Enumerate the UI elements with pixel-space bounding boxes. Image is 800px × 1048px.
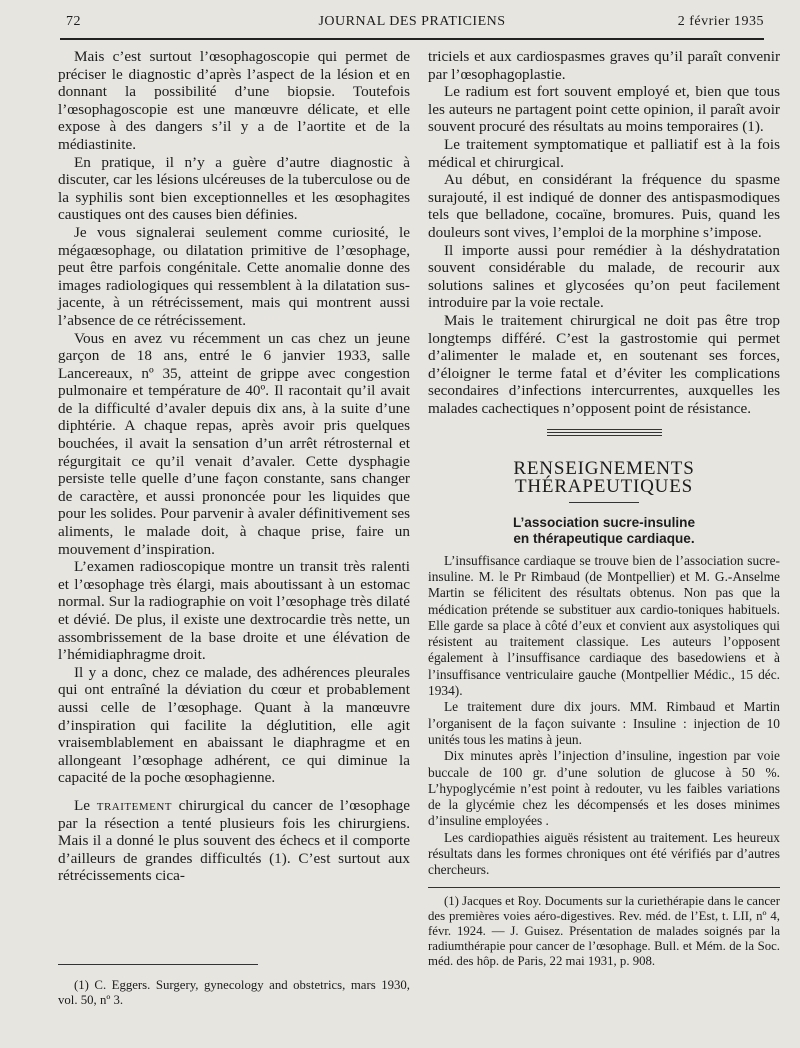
- page-number: 72: [66, 14, 81, 29]
- treatment-text: chirurgical du cancer de l’œsophage par la résection a tenté plusieurs fois les chirurgiens. Mais il a donné le plus souvent des échecs et il comporte d’ailleurs de grandes difficultés (1). C’est surtout aux rétrécissements cica-: [58, 796, 411, 885]
- paragraph: triciels et aux cardiospasmes graves qu’il paraît convenir par l’œsophagoplastie.: [428, 48, 780, 83]
- paragraph: Il importe aussi pour remédier à la déshydratation souvent considérable du malade, de recourir aux solutions salines et glycosées qu’on peut facilement introduire par la voie rectale.: [428, 241, 780, 312]
- paragraph-gap: [58, 787, 410, 797]
- paragraph: L’examen radioscopique montre un transit très ralenti et l’œsophage très élargi, mais aboutissant à un estomac normal. Sur la radiographie on voit l’œsophage très dilaté et dévié. De plus, il existe une dextrocardie très nette, un assombrissement de la base droite et une élévation de l’hémidiaphragme droit.: [58, 558, 410, 664]
- paragraph: Au début, en considérant la fréquence du spasme surajouté, il est indiqué de donner des antispasmodiques tels que belladone, cocaïne, bromures. Puis, quand les douleurs sont vives, l’emploi de la morphine s’impose.: [428, 171, 780, 241]
- footnote: (1) Jacques et Roy. Documents sur la curiethérapie dans le cancer des premières voies aéro-digestives. Rev. méd. de l’Est, t. LII, nº 4, févr. 1924. — J. Guisez. Présentation de malades soignés par la radiumthérapie pour cancer de l’œsophage. Bull. et Mém. de la Soc. méd. des hôp. de Paris, 22 mai 1931, p. 908.: [428, 893, 780, 968]
- footnote: (1) C. Eggers. Surgery, gynecology and obstetrics, mars 1930, vol. 50, nº 3.: [58, 977, 410, 1007]
- section-title: RENSEIGNEMENTS THÉRAPEUTIQUES: [513, 458, 695, 498]
- article-title-line2: en thérapeutique cardiaque.: [513, 530, 695, 546]
- journal-title: JOURNAL DES PRATICIENS: [318, 14, 506, 29]
- paragraph: Il y a donc, chez ce malade, des adhérences pleurales qui ont entraîné la déviation du cœur et probablement aussi celle de l’œsophage. Quant à la manœuvre d’inspiration qui facilite la déglutition, elle agit vraisemblablement en abaissant le diaphragme et en allongeant l’œsophage adhérent, ce qui diminue la capacité de la poche œsophagienne.: [58, 663, 410, 787]
- article-paragraph: Le traitement dure dix jours. MM. Rimbaud et Martin l’organisent de la façon suivante : Insuline : injection de 10 unités tous les matins à jeun.: [428, 699, 780, 747]
- header-rule: [60, 38, 764, 40]
- paragraph: Vous en avez vu récemment un cas chez un jeune garçon de 18 ans, entré le 6 janvier 1933, salle Lancereaux, nº 35, atteint de grippe avec congestion pulmonaire et température de 40º. Il racontait qu’il avait de la difficulté d’avaler depuis dix ans, à la suite d’une diphtérie. A chaque repas, après avoir pris quelques bouchées, il avait la sensation d’un arrêt rétrosternal et régurgitait ce qu’il venait d’avaler. Cette dysphagie persiste telle quelle d’une façon constante, sans changer de caractère, et aussi prononcée pour les liquides que pour les solides. Pour parvenir à avaler définitivement ses aliments, le malade doit, à chaque prise, faire un mouvement d’inspiration.: [58, 329, 410, 558]
- article-title-line1: L’association sucre-insuline: [512, 514, 696, 530]
- paragraph: Le radium est fort souvent employé et, bien que tous les auteurs ne partagent point cette opinion, il paraît avoir souvent procuré des résultats au moins temporaires (1).: [428, 83, 780, 136]
- left-footnote-block: [58, 956, 410, 1021]
- treatment-le: Le: [74, 796, 91, 814]
- running-header: [60, 14, 764, 36]
- article-paragraph: Les cardiopathies aiguës résistent au traitement. Les heureux résultats dans les formes chroniques ont été vérifiés par d’autres chercheurs.: [428, 829, 780, 878]
- footnote-rule: [428, 887, 780, 888]
- paragraph: Mais c’est surtout l’œsophagoscopie qui permet de préciser le diagnostic d’après l’aspect de la lésion et en donnant la possibilité d’une biopsie. Toutefois l’œsophagoscopie est une manœuvre délicate, et elle expose à des dangers s’il y a de l’aortite et de la médiastinite.: [58, 48, 410, 153]
- footnote-rule: [58, 964, 258, 965]
- section-separator: [547, 429, 662, 436]
- right-column: [428, 48, 780, 969]
- paragraph: Le traitement symptomatique et palliatif est à la fois médical et chirurgical.: [428, 135, 780, 171]
- article-title: [428, 515, 780, 547]
- paragraph: En pratique, il n’y a guère d’autre diagnostic à discuter, car les lésions ulcéreuses de la tuberculose ou de la syphilis sont bien exceptionnelles et les œsophagites caustiques ont des causes bien définies.: [58, 153, 410, 224]
- paragraph: Mais le traitement chirurgical ne doit pas être trop longtemps différé. C’est la gastrostomie qui permet d’alimenter le malade et, en soutenant ses forces, d’éloigner le terme fatal et d’éviter les complications secondaires d’infections intercurrentes, auxquelles les malades cachectiques n’opposent point de résistance.: [428, 311, 780, 417]
- issue-date: 2 février 1935: [677, 14, 764, 29]
- treatment-paragraph: [58, 797, 410, 885]
- title-rule: [569, 502, 639, 503]
- left-column: [58, 48, 410, 885]
- article-paragraph: Dix minutes après l’injection d’insuline, ingestion par voie buccale de 100 gr. d’une solution de glucose à 50 %. L’hypoglycémie n’est point à redouter, vu les faibles variations de la glycémie chez les décompensés et les doses minimes d’insuline employées .: [428, 748, 780, 829]
- treatment-keyword: traitement: [96, 796, 172, 814]
- paragraph: Je vous signalerai seulement comme curiosité, le mégaœsophage, ou dilatation primitive de l’œsophage, peut être parfois congénitale. Cette anomalie donne des images radiologiques qui ressemblent à la dilatation sus-jacente, à un rétrécissement, mais qui montrent aussi l’absence de ce rétrécissement.: [58, 223, 410, 329]
- article-paragraph: L’insuffisance cardiaque se trouve bien de l’association sucre-insuline. M. le Pr Rimbaud (de Montpellier) et M. G.-Anselme Martin se félicitent des résultats obtenus. Non pas que la médication prétende se substituer aux cardio-toniques habituels. Elle garde sa place à côté d’eux et convient aux asystoliques qui résistent au traitement classique. Les auteurs l’opposent également à l’insuffisance cardiaque des basedowiens et à l’insuffisance ventriculaire gauche (Montpellier Médic., 15 déc. 1934).: [428, 552, 780, 699]
